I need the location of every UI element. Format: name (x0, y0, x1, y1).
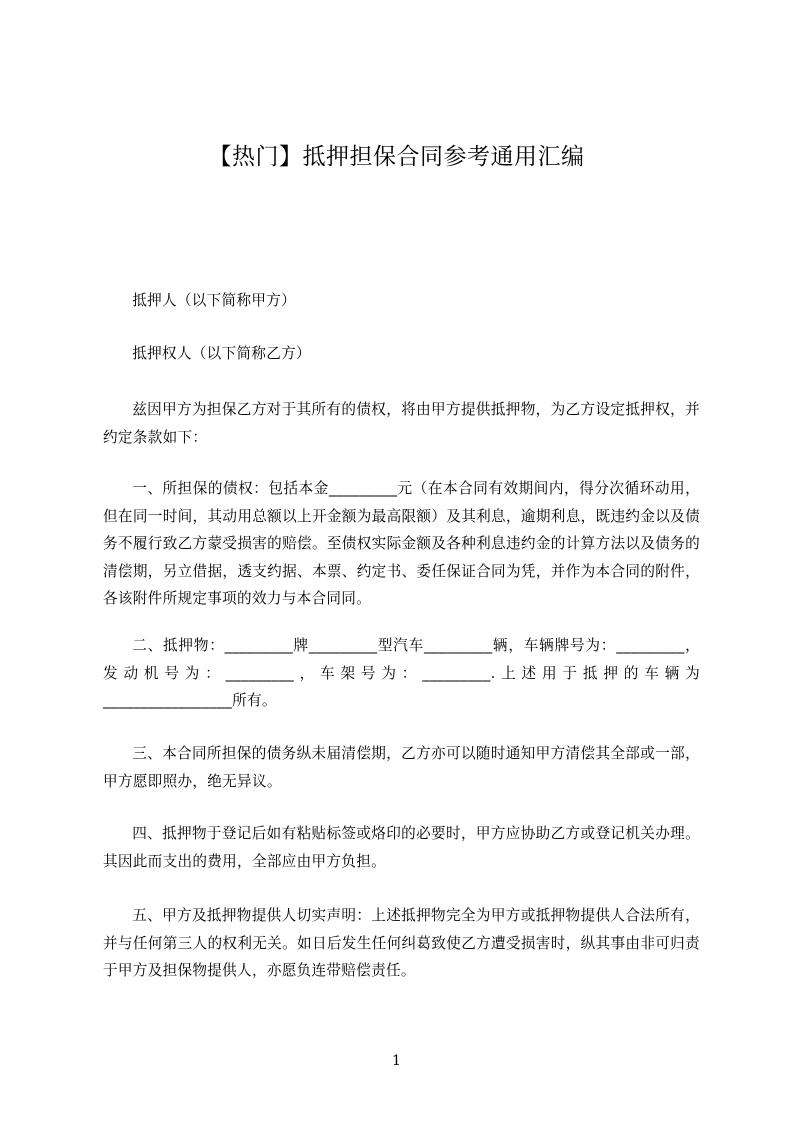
paragraph-clause-5: 五、甲方及抵押物提供人切实声明：上述抵押物完全为甲方或抵押物提供人合法所有，并与任何第三人的权利无关。如日后发生任何纠葛致使乙方遭受损害时，纵其事由非可归责于甲方及担保物提供人，亦愿负连带赔偿责任。 (103, 907, 700, 979)
paragraph-mortgagor: 抵押人（以下简称甲方） (132, 292, 297, 309)
paragraph-clause-3: 三、本合同所担保的债务纵未届清偿期，乙方亦可以随时通知甲方清偿其全部或一部，甲方愿即照办，绝无异议。 (103, 745, 700, 790)
paragraph-clause-1: 一、所担保的债权：包括本金_________元（在本合同有效期间内，得分次循环动用，但在同一时间，其动用总额以上开金额为最高限额）及其利息，逾期利息，既违约金以及债务不履行致乙方蒙受损害的赔偿。至债权实际金额及各种利息违约金的计算方法以及债务的清偿期，另立借据，透支约据、本票、约定书、委任保证合同为凭，并作为本合同的附件，各该附件所规定事项的效力与本合同同。 (103, 480, 700, 607)
document-title: 【热门】抵押担保合同参考通用汇编 (208, 144, 585, 170)
paragraph-clause-2: 二、抵押物：_________牌_________型汽车_________辆，车辆牌号为：_________，发动机号为：_________，车架号为：_________.上述用于抵押的车辆为_________________所有。 (103, 637, 700, 709)
page-number: 1 (392, 1053, 401, 1069)
paragraph-mortgagee: 抵押权人（以下简称乙方） (132, 345, 311, 362)
paragraph-preamble: 兹因甲方为担保乙方对于其所有的债权，将由甲方提供抵押物，为乙方设定抵押权，并约定条款如下： (103, 401, 700, 446)
paragraph-clause-4: 四、抵押物于登记后如有粘贴标签或烙印的必要时，甲方应协助乙方或登记机关办理。其因此而支出的费用，全部应由甲方负担。 (103, 825, 700, 870)
